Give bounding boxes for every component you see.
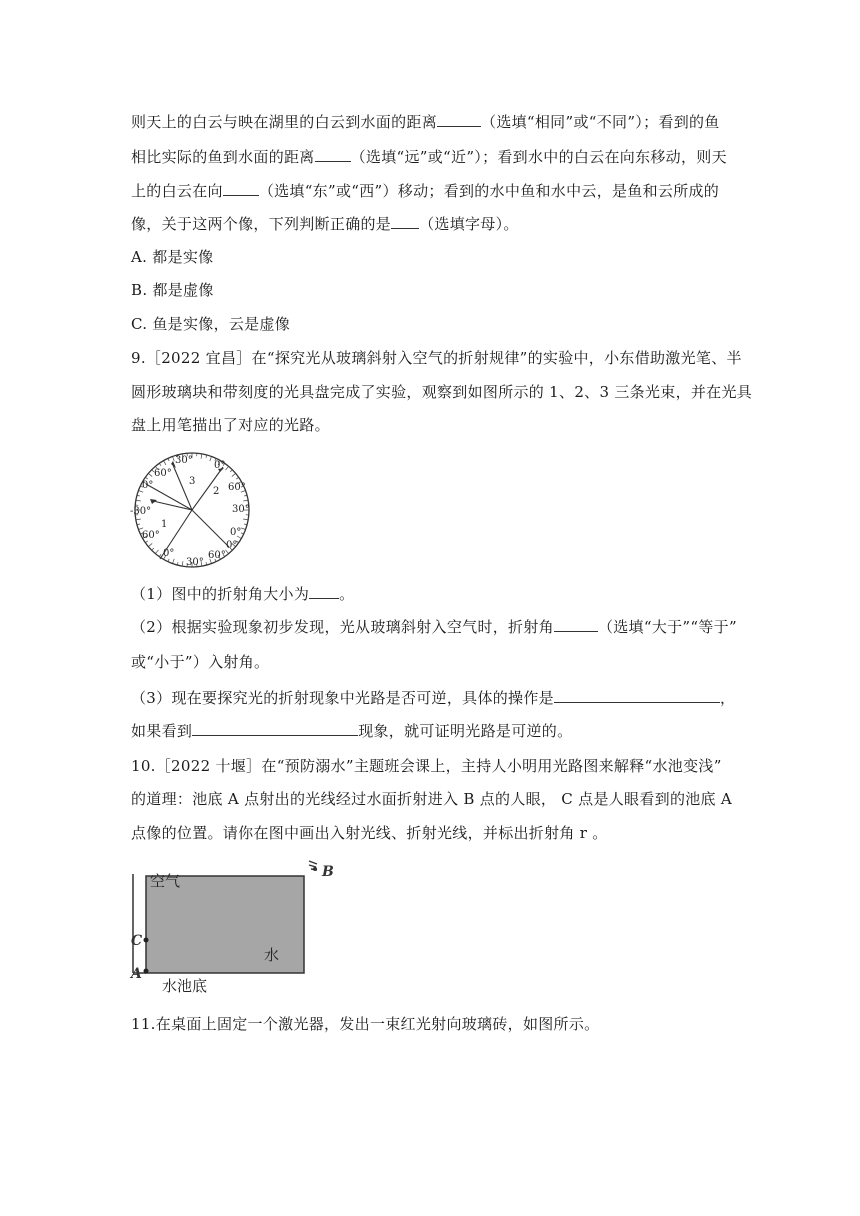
disc-label: 30°: [232, 504, 250, 515]
q9-sub-3-cont: 如果看到 现象，就可证明光路是可逆的。: [131, 722, 573, 740]
scale-tick: [243, 500, 248, 501]
answer-blank[interactable]: [223, 181, 259, 196]
disc-label: 0°: [142, 480, 154, 491]
water-label: 水: [264, 946, 280, 964]
scale-tick: [241, 528, 246, 530]
scale-tick: [210, 456, 212, 461]
disc-label: 0°: [214, 460, 226, 471]
scale-tick: [182, 561, 183, 566]
label-c: C: [131, 933, 143, 949]
scale-tick: [173, 559, 175, 564]
q9-sub-3: （3）现在要探究光的折射现象中光路是否可逆，具体的操作是 ，: [131, 689, 736, 707]
answer-blank[interactable]: [192, 721, 358, 736]
beam-3: [173, 465, 192, 510]
answer-blank[interactable]: [391, 214, 419, 229]
scale-tick: [136, 519, 141, 520]
beam-number: 2: [213, 486, 220, 497]
disc-label: 0°: [163, 548, 175, 559]
q8-line-2: 相比实际的鱼到水面的距离 （选填“远”或“近”）；看到水中的白云在向东移动，则天: [131, 148, 727, 166]
scale-tick: [136, 500, 141, 501]
air-label: 空气: [150, 872, 181, 890]
q8-option-b: B. 都是虚像: [131, 281, 214, 299]
q9-sub-1: （1）图中的折射角大小为 。: [131, 585, 355, 603]
scale-tick: [243, 519, 248, 520]
q9-sub-2-cont: 或“小于”）入射角。: [131, 653, 270, 671]
q9-line-1: 9.［2022 宜昌］在“探究光从玻璃斜射入空气的折射规律”的实验中，小东借助激光笔、半: [131, 349, 742, 367]
beam-number: 1: [161, 519, 168, 530]
q8-line-1: 则天上的白云与映在湖里的白云到水面的距离 （选填“相同”或“不同”）；看到的鱼: [131, 113, 720, 131]
q8-option-a: A. 都是实像: [131, 248, 214, 266]
disc-label: 60°: [228, 482, 246, 493]
beam-number: 3: [189, 476, 196, 487]
disc-label: 60°: [142, 530, 160, 541]
point-a: [144, 969, 149, 974]
answer-blank[interactable]: [554, 617, 598, 632]
beam-1: [153, 501, 192, 510]
disc-label: 60°: [208, 550, 226, 561]
eye-icon: [309, 861, 317, 871]
water-region: [146, 876, 304, 973]
disc-label: 30°: [186, 557, 204, 568]
scale-tick: [164, 461, 167, 465]
beam-2-lower: [192, 510, 229, 547]
disc-label: 30°: [175, 455, 193, 466]
point-c: [144, 938, 149, 943]
label-a: A: [131, 966, 142, 982]
q9-sub-2: （2）根据实验现象初步发现，光从玻璃斜射入空气时，折射角 （选填“大于”“等于”: [131, 618, 737, 636]
q10-line-1: 10.［2022 十堰］在“预防溺水”主题班会课上，主持人小明用光路图来解释“水池变浅”: [131, 757, 722, 775]
disc-label: -30°: [130, 506, 152, 517]
disc-label: 0°: [230, 527, 242, 538]
q9-line-2: 圆形玻璃块和带刻度的光具盘完成了实验，观察到如图所示的 1、2、3 三条光束，并在光具: [131, 383, 753, 401]
answer-blank[interactable]: [437, 112, 481, 127]
pool-figure: [128, 856, 340, 1000]
answer-blank[interactable]: [315, 147, 351, 162]
disc-label: 60°: [154, 468, 172, 479]
scale-tick: [148, 473, 152, 476]
q8-line-3: 上的白云在向 （选填“东”或“西”）移动；看到的水中鱼和水中云，是鱼和云所成的: [131, 182, 720, 200]
scale-tick: [232, 473, 236, 476]
scale-tick: [225, 466, 228, 470]
scale-tick: [155, 550, 158, 554]
q9-line-3: 盘上用笔描出了对应的光路。: [131, 416, 330, 434]
answer-blank[interactable]: [309, 584, 339, 599]
q10-line-3: 点像的位置。请你在图中画出入射光线、折射光线，并标出折射角 r 。: [131, 824, 608, 842]
pool-bottom-label: 水池底: [162, 977, 208, 995]
label-b: B: [322, 864, 334, 880]
disc-label: 0°: [226, 540, 238, 551]
scale-tick: [201, 454, 202, 459]
q8-option-c: C. 鱼是实像，云是虚像: [131, 315, 291, 333]
q11-line-1: 11.在桌面上固定一个激光器，发出一束红光射向玻璃砖，如图所示。: [131, 1015, 600, 1033]
optical-disc-figure: [128, 448, 260, 572]
scale-tick: [148, 543, 152, 546]
q8-line-4: 像，关于这两个像，下列判断正确的是 （选填字母）。: [131, 215, 519, 233]
scale-tick: [173, 456, 175, 461]
q10-line-2: 的道理：池底 A 点射出的光线经过水面折射进入 B 点的人眼， C 点是人眼看到的池底 A: [131, 790, 733, 808]
answer-blank[interactable]: [554, 688, 720, 703]
